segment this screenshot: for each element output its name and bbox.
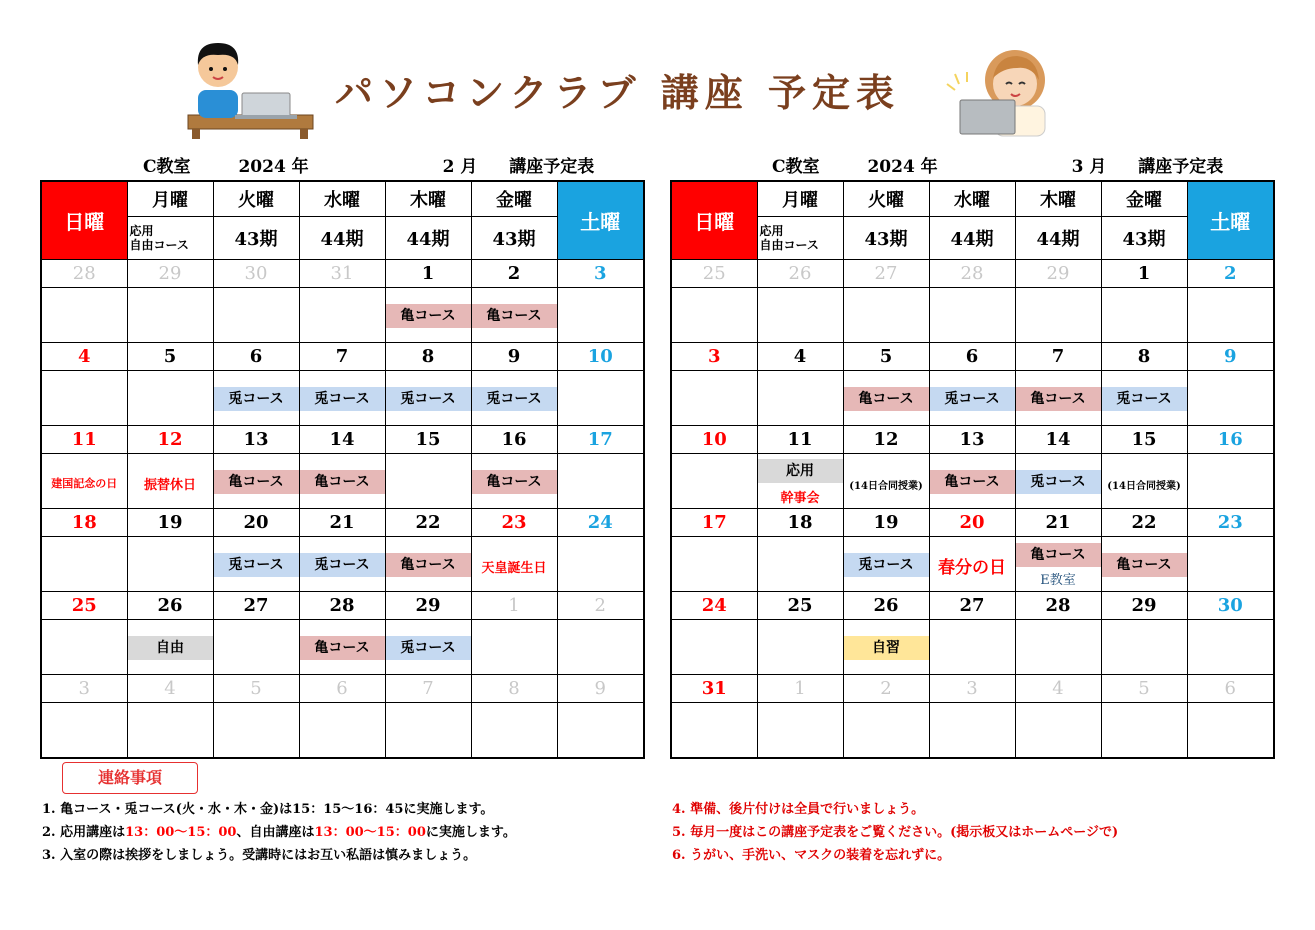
holiday-label: 春分の日 bbox=[938, 557, 1006, 578]
date-cell: 22 bbox=[1101, 509, 1187, 537]
date-cell: 30 bbox=[1187, 592, 1274, 620]
event-cell bbox=[41, 703, 127, 759]
course-badge: 亀コース bbox=[930, 470, 1015, 494]
date-cell: 25 bbox=[671, 260, 757, 288]
date-cell: 3 bbox=[557, 260, 644, 288]
event-cell bbox=[127, 620, 213, 675]
date-cell: 10 bbox=[671, 426, 757, 454]
event-cell bbox=[385, 454, 471, 509]
event-cell bbox=[929, 537, 1015, 592]
course-badge: 兎コース bbox=[1102, 387, 1187, 411]
notes-left bbox=[42, 798, 516, 867]
date-cell: 22 bbox=[385, 509, 471, 537]
friday-header: 金曜 bbox=[1101, 181, 1187, 217]
event-cell bbox=[127, 371, 213, 426]
mar-year: 2024 年 bbox=[867, 157, 938, 177]
event-cell bbox=[757, 288, 843, 343]
sunday-header: 日曜 bbox=[41, 181, 127, 260]
holiday-label: 建国記念の日 bbox=[51, 477, 118, 490]
friday-header: 金曜 bbox=[471, 181, 557, 217]
date-cell: 8 bbox=[385, 343, 471, 371]
event-cell bbox=[1101, 371, 1187, 426]
date-cell: 17 bbox=[557, 426, 644, 454]
event-cell bbox=[671, 703, 757, 759]
room-label: E教室 bbox=[1040, 572, 1076, 588]
event-cell bbox=[1101, 537, 1187, 592]
date-cell: 19 bbox=[127, 509, 213, 537]
event-cell bbox=[1187, 537, 1274, 592]
note-label: (14日合同授業) bbox=[849, 480, 923, 492]
date-cell: 19 bbox=[843, 509, 929, 537]
thu-term: 44期 bbox=[1015, 217, 1101, 260]
february-calendar bbox=[40, 180, 645, 759]
date-cell: 21 bbox=[299, 509, 385, 537]
event-cell bbox=[557, 371, 644, 426]
date-cell: 3 bbox=[41, 675, 127, 703]
event-cell bbox=[757, 537, 843, 592]
event-cell bbox=[1187, 620, 1274, 675]
course-badge: 亀コース bbox=[472, 304, 557, 328]
course-badge: 亀コース bbox=[300, 470, 385, 494]
tuesday-header: 火曜 bbox=[843, 181, 929, 217]
course-badge: 自由 bbox=[128, 636, 213, 660]
event-cell bbox=[843, 537, 929, 592]
date-cell: 8 bbox=[1101, 343, 1187, 371]
date-cell: 26 bbox=[127, 592, 213, 620]
event-cell bbox=[471, 620, 557, 675]
event-cell bbox=[843, 454, 929, 509]
course-badge: 兎コース bbox=[472, 387, 557, 411]
date-cell: 4 bbox=[41, 343, 127, 371]
date-cell: 14 bbox=[299, 426, 385, 454]
event-cell bbox=[127, 537, 213, 592]
date-cell: 29 bbox=[385, 592, 471, 620]
date-cell: 24 bbox=[557, 509, 644, 537]
date-cell: 31 bbox=[299, 260, 385, 288]
event-cell bbox=[385, 703, 471, 759]
holiday-label: 天皇誕生日 bbox=[481, 560, 547, 576]
feb-label: 講座予定表 bbox=[509, 157, 595, 177]
monday-term: 応用 自由コース bbox=[127, 217, 213, 260]
saturday-header: 土曜 bbox=[557, 181, 644, 260]
date-cell: 13 bbox=[213, 426, 299, 454]
event-cell bbox=[1187, 454, 1274, 509]
course-badge: 兎コース bbox=[214, 387, 299, 411]
date-cell: 16 bbox=[1187, 426, 1274, 454]
date-cell: 3 bbox=[671, 343, 757, 371]
date-cell: 12 bbox=[127, 426, 213, 454]
wednesday-header: 水曜 bbox=[299, 181, 385, 217]
date-cell: 9 bbox=[1187, 343, 1274, 371]
feb-caption bbox=[143, 152, 594, 177]
event-cell bbox=[929, 288, 1015, 343]
event-cell bbox=[929, 703, 1015, 759]
event-cell bbox=[1187, 703, 1274, 759]
feb-room: C教室 bbox=[143, 157, 191, 177]
thursday-header: 木曜 bbox=[1015, 181, 1101, 217]
course-badge: 亀コース bbox=[386, 553, 471, 577]
date-cell: 9 bbox=[471, 343, 557, 371]
event-cell bbox=[41, 454, 127, 509]
mar-month: 3 月 bbox=[1071, 157, 1107, 177]
note-label: (14日合同授業) bbox=[1107, 480, 1181, 492]
date-cell: 17 bbox=[671, 509, 757, 537]
wed-term: 44期 bbox=[299, 217, 385, 260]
fri-term: 43期 bbox=[471, 217, 557, 260]
course-badge: 亀コース bbox=[1016, 387, 1101, 411]
event-cell bbox=[471, 288, 557, 343]
date-cell: 28 bbox=[299, 592, 385, 620]
thursday-header: 木曜 bbox=[385, 181, 471, 217]
date-cell: 6 bbox=[1187, 675, 1274, 703]
date-cell: 4 bbox=[1015, 675, 1101, 703]
course-badge: 兎コース bbox=[930, 387, 1015, 411]
event-cell bbox=[557, 288, 644, 343]
date-cell: 14 bbox=[1015, 426, 1101, 454]
tuesday-header: 火曜 bbox=[213, 181, 299, 217]
note-item: 1. 亀コース・兎コース(火・水・木・金)は15：15～16：45に実施します。 bbox=[42, 802, 494, 817]
course-badge: 応用 bbox=[758, 459, 843, 483]
event-cell bbox=[471, 537, 557, 592]
date-cell: 9 bbox=[557, 675, 644, 703]
event-cell bbox=[757, 703, 843, 759]
date-cell: 12 bbox=[843, 426, 929, 454]
date-cell: 6 bbox=[929, 343, 1015, 371]
date-cell: 6 bbox=[213, 343, 299, 371]
event-cell bbox=[671, 288, 757, 343]
course-badge: 兎コース bbox=[386, 636, 471, 660]
note-item: 2. 応用講座は13：00～15：00、自由講座は13：00～15：00に実施します。 bbox=[42, 825, 516, 840]
date-cell: 5 bbox=[213, 675, 299, 703]
event-cell bbox=[385, 620, 471, 675]
date-cell: 5 bbox=[843, 343, 929, 371]
date-cell: 2 bbox=[843, 675, 929, 703]
march-calendar bbox=[670, 180, 1275, 759]
date-cell: 1 bbox=[1101, 260, 1187, 288]
date-cell: 21 bbox=[1015, 509, 1101, 537]
date-cell: 1 bbox=[757, 675, 843, 703]
event-cell bbox=[671, 454, 757, 509]
event-cell bbox=[213, 620, 299, 675]
event-cell bbox=[1015, 537, 1101, 592]
date-cell: 7 bbox=[1015, 343, 1101, 371]
event-cell bbox=[213, 371, 299, 426]
event-cell bbox=[757, 371, 843, 426]
event-cell bbox=[557, 454, 644, 509]
event-cell bbox=[843, 288, 929, 343]
date-cell: 30 bbox=[213, 260, 299, 288]
event-cell bbox=[41, 620, 127, 675]
boy-computer-illustration bbox=[180, 35, 320, 140]
date-cell: 5 bbox=[127, 343, 213, 371]
event-cell bbox=[299, 703, 385, 759]
date-cell: 2 bbox=[557, 592, 644, 620]
event-cell bbox=[557, 537, 644, 592]
date-cell: 4 bbox=[127, 675, 213, 703]
event-cell bbox=[671, 371, 757, 426]
date-cell: 15 bbox=[385, 426, 471, 454]
date-cell: 26 bbox=[757, 260, 843, 288]
monday-header: 月曜 bbox=[757, 181, 843, 217]
fri-term: 43期 bbox=[1101, 217, 1187, 260]
date-cell: 28 bbox=[41, 260, 127, 288]
course-badge: 亀コース bbox=[472, 470, 557, 494]
course-badge: 亀コース bbox=[1102, 553, 1187, 577]
event-cell bbox=[1015, 371, 1101, 426]
course-badge: 兎コース bbox=[300, 387, 385, 411]
sunday-header: 日曜 bbox=[671, 181, 757, 260]
event-cell bbox=[843, 620, 929, 675]
event-cell bbox=[671, 620, 757, 675]
event-cell bbox=[385, 288, 471, 343]
event-cell bbox=[127, 454, 213, 509]
date-cell: 13 bbox=[929, 426, 1015, 454]
event-cell bbox=[299, 371, 385, 426]
event-cell bbox=[213, 703, 299, 759]
date-cell: 7 bbox=[299, 343, 385, 371]
date-cell: 1 bbox=[471, 592, 557, 620]
event-cell bbox=[1101, 703, 1187, 759]
event-cell bbox=[1101, 620, 1187, 675]
thu-term: 44期 bbox=[385, 217, 471, 260]
girl-computer-illustration bbox=[945, 38, 1065, 138]
event-cell bbox=[1015, 454, 1101, 509]
date-cell: 23 bbox=[471, 509, 557, 537]
event-cell bbox=[385, 537, 471, 592]
date-cell: 2 bbox=[1187, 260, 1274, 288]
date-cell: 8 bbox=[471, 675, 557, 703]
saturday-header: 土曜 bbox=[1187, 181, 1274, 260]
event-cell bbox=[843, 371, 929, 426]
event-cell bbox=[843, 703, 929, 759]
date-cell: 2 bbox=[471, 260, 557, 288]
course-badge: 兎コース bbox=[386, 387, 471, 411]
date-cell: 25 bbox=[41, 592, 127, 620]
date-cell: 29 bbox=[1015, 260, 1101, 288]
monday-header: 月曜 bbox=[127, 181, 213, 217]
holiday-label: 振替休日 bbox=[143, 477, 196, 493]
course-badge: 亀コース bbox=[1016, 543, 1101, 567]
date-cell: 28 bbox=[1015, 592, 1101, 620]
event-cell bbox=[213, 537, 299, 592]
event-cell bbox=[671, 537, 757, 592]
notes-right bbox=[672, 798, 1118, 867]
event-cell bbox=[757, 454, 843, 509]
event-cell bbox=[929, 454, 1015, 509]
event-cell bbox=[127, 288, 213, 343]
note-item: 3. 入室の際は挨拶をしましょう。受講時にはお互い私語は慎みましょう。 bbox=[42, 848, 477, 863]
event-cell bbox=[1187, 288, 1274, 343]
page-title: パソコンクラブ 講座 予定表 bbox=[335, 70, 900, 115]
date-cell: 23 bbox=[1187, 509, 1274, 537]
date-cell: 4 bbox=[757, 343, 843, 371]
event-cell bbox=[471, 703, 557, 759]
event-cell bbox=[1015, 703, 1101, 759]
course-badge: 兎コース bbox=[300, 553, 385, 577]
date-cell: 29 bbox=[1101, 592, 1187, 620]
event-cell bbox=[1101, 288, 1187, 343]
date-cell: 5 bbox=[1101, 675, 1187, 703]
wed-term: 44期 bbox=[929, 217, 1015, 260]
course-badge: 兎コース bbox=[214, 553, 299, 577]
mar-caption bbox=[772, 152, 1223, 177]
event-cell bbox=[299, 288, 385, 343]
event-cell bbox=[213, 454, 299, 509]
course-badge: 亀コース bbox=[300, 636, 385, 660]
date-cell: 29 bbox=[127, 260, 213, 288]
event-cell bbox=[929, 620, 1015, 675]
monday-term: 応用 自由コース bbox=[757, 217, 843, 260]
event-cell bbox=[1015, 288, 1101, 343]
date-cell: 27 bbox=[843, 260, 929, 288]
date-cell: 20 bbox=[929, 509, 1015, 537]
date-cell: 31 bbox=[671, 675, 757, 703]
event-cell bbox=[299, 454, 385, 509]
note-item: 5. 毎月一度はこの講座予定表をご覧ください。(掲示板又はホームページで) bbox=[672, 825, 1119, 840]
mar-room: C教室 bbox=[772, 157, 820, 177]
date-cell: 20 bbox=[213, 509, 299, 537]
date-cell: 18 bbox=[757, 509, 843, 537]
event-cell bbox=[299, 620, 385, 675]
event-cell bbox=[557, 703, 644, 759]
event-cell bbox=[1187, 371, 1274, 426]
event-cell bbox=[757, 620, 843, 675]
event-cell bbox=[127, 703, 213, 759]
date-cell: 7 bbox=[385, 675, 471, 703]
event-cell bbox=[41, 371, 127, 426]
date-cell: 25 bbox=[757, 592, 843, 620]
tue-term: 43期 bbox=[843, 217, 929, 260]
date-cell: 10 bbox=[557, 343, 644, 371]
date-cell: 18 bbox=[41, 509, 127, 537]
event-cell bbox=[385, 371, 471, 426]
feb-month: 2 月 bbox=[442, 157, 478, 177]
event-cell bbox=[557, 620, 644, 675]
note-item: 4. 準備、後片付けは全員で行いましょう。 bbox=[672, 802, 925, 817]
holiday-label: 幹事会 bbox=[780, 490, 820, 506]
course-badge: 兎コース bbox=[844, 553, 929, 577]
date-cell: 3 bbox=[929, 675, 1015, 703]
date-cell: 11 bbox=[41, 426, 127, 454]
date-cell: 1 bbox=[385, 260, 471, 288]
date-cell: 27 bbox=[929, 592, 1015, 620]
wednesday-header: 水曜 bbox=[929, 181, 1015, 217]
date-cell: 28 bbox=[929, 260, 1015, 288]
date-cell: 11 bbox=[757, 426, 843, 454]
course-badge: 亀コース bbox=[214, 470, 299, 494]
event-cell bbox=[41, 537, 127, 592]
course-badge: 自習 bbox=[844, 636, 929, 660]
course-badge: 亀コース bbox=[844, 387, 929, 411]
date-cell: 15 bbox=[1101, 426, 1187, 454]
date-cell: 26 bbox=[843, 592, 929, 620]
event-cell bbox=[1015, 620, 1101, 675]
date-cell: 16 bbox=[471, 426, 557, 454]
event-cell bbox=[41, 288, 127, 343]
event-cell bbox=[299, 537, 385, 592]
date-cell: 27 bbox=[213, 592, 299, 620]
note-item: 6. うがい、手洗い、マスクの装着を忘れずに。 bbox=[672, 848, 951, 863]
contact-title: 連絡事項 bbox=[62, 762, 198, 794]
event-cell bbox=[471, 371, 557, 426]
course-badge: 亀コース bbox=[386, 304, 471, 328]
event-cell bbox=[213, 288, 299, 343]
event-cell bbox=[929, 371, 1015, 426]
event-cell bbox=[471, 454, 557, 509]
date-cell: 6 bbox=[299, 675, 385, 703]
date-cell: 24 bbox=[671, 592, 757, 620]
mar-label: 講座予定表 bbox=[1138, 157, 1224, 177]
event-cell bbox=[1101, 454, 1187, 509]
course-badge: 兎コース bbox=[1016, 470, 1101, 494]
feb-year: 2024 年 bbox=[238, 157, 309, 177]
tue-term: 43期 bbox=[213, 217, 299, 260]
